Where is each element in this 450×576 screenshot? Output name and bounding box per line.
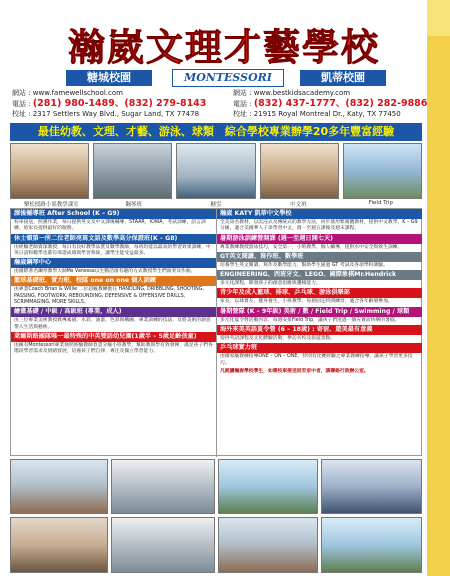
left-program-header: 萊爾斯路團隊唯一最特殊的中英雙語幼兒園(1歲半 – 5歲足齡孩童) — [11, 332, 216, 342]
left-program-description: 由三位專業美術教授教導素描、水彩、油畫、色彩與構圖、專業訓練的技法，及將美術的創意帶入生活與藝術。 — [14, 318, 211, 330]
photo-classroom — [10, 143, 89, 199]
right-program-header: ENGINEERING、西班牙文、LEGO、國際象棋Mr.Hendrick — [217, 270, 422, 280]
right-program-description: 多元化課程，開發孩子的創意思維與邏輯能力。 — [220, 281, 321, 287]
school-title: 瀚崴文理才藝學校 — [68, 25, 380, 69]
top-photo-strip — [10, 143, 422, 199]
left-program-description: 由專業Coach Brian & Willie 二位超級教練擔任 HANDLING, DRIBBLING, SHOOTING, PASSING, FOOTWORK, REBOUNDING, DEFENSIVE & OFFENSIVE DRILLS, SCRIMMAGING, MORE SKILLS。 — [14, 287, 204, 306]
program-listing — [10, 208, 422, 456]
campus-right-label: 凱蒂校園 — [300, 70, 386, 86]
left-program-header: 繪畫基礎 / 中級 / 高級班 (專業，成人) — [11, 307, 216, 317]
photo-gym — [111, 459, 215, 514]
left-program-header: 課後輔導班 After School (K – G9) — [11, 209, 216, 219]
right-program-description: 全美知名教材，以沉浸式及傳統式的教學方法，同步使用繁簡體教材，提供中文教學，K – G9 分級，適合美國華人子弟學習中文，週一至週五課後及週末課程。 — [220, 220, 418, 232]
side-stripe — [427, 0, 450, 576]
phone-right: (832) 437-1777、(832) 282-9886 — [253, 97, 428, 109]
left-program-header: 休士頓第一所二位老師亮寫文語及數學高分保證班(K – G8) — [11, 234, 216, 244]
phone-label-right: 電話 : — [233, 99, 252, 108]
photo-chinese-class — [260, 143, 339, 199]
footer-note: 凡就讀瀚崴學校學生，如需校車接送回至家中者，請聯絡行政辦公室。 — [220, 368, 369, 374]
right-program-description: 由國家級教練指導ONE – ON – ONE，特別有比賽經驗之專業教練指導，讓孩子學習更多技巧。 — [220, 354, 413, 366]
address-right: 校址 : 21915 Royal Montreal Dr., Katy, TX 77450 — [233, 110, 401, 118]
website-left: 網站 : www.famewellschool.com — [12, 89, 123, 97]
phone-row-right — [233, 99, 438, 110]
phone-left: (281) 980-1489、(832) 279-8143 — [32, 97, 207, 109]
caption-5: Field Trip — [368, 200, 393, 206]
right-program-description: 多元化夏令營活動內容，每週安排Field Trip，讓孩子們度過一個充實而快樂的暑假。 — [220, 317, 400, 323]
left-program-description: 校車接送，照護作業，每日提供英文及中文課後輔導，STAAR，IOWA，考試訓練，語言訓練，給家長提供最好的服務。 — [14, 220, 206, 232]
photo-dance-class — [10, 459, 108, 514]
photo-ping-pong — [218, 517, 318, 573]
right-program-description: 家長、以球會友，健身養生，小班教學，每週固定時間練習，適合各年齡層參加。 — [220, 299, 393, 305]
caption-1: 樂松授路小果教學課室 — [23, 202, 79, 208]
photo-drawing — [176, 143, 255, 199]
side-stripe-band — [427, 0, 450, 36]
photo-field-trip — [343, 143, 422, 199]
phone-label-left: 電話 : — [12, 99, 31, 108]
caption-2: 鋼琴班 — [125, 202, 142, 208]
photo-playground — [321, 517, 422, 573]
photo-school-buses — [321, 459, 422, 514]
right-program-description: 專業教練教授游泳技巧，安全第一，小班教學，個人輔導，提供水中安全與救生訓練。 — [220, 244, 403, 250]
right-program-column — [217, 209, 422, 457]
right-program-header: 青少年及成人籃球、排球、乒乓球、游泳俱樂部 — [217, 288, 422, 298]
photo-basketball-court — [111, 517, 215, 573]
photo-students-flag — [218, 459, 318, 514]
right-program-items — [217, 209, 422, 368]
montessori-badge: MONTESSORI — [172, 69, 284, 87]
photo-group-students — [10, 517, 108, 573]
right-program-header: 暑期游泳訓練營開課 (週一至週日開七天) — [217, 234, 422, 244]
photo-piano — [93, 143, 172, 199]
right-program-description: 提供英語課程及文化體驗活動，參訪名校及旅遊景點。 — [220, 336, 336, 342]
right-program-header: GT英文閱讀、寫作班、數學班 — [217, 252, 422, 262]
caption-3: 糖雲 — [210, 202, 222, 208]
left-program-column — [11, 209, 217, 457]
contact-right — [233, 88, 438, 120]
right-program-header: 暑期營隊 (K – 9年級) 美術 / 數 / Field Trip / Swimming / 球類 — [217, 307, 422, 317]
left-program-header: 籃球基礎班、實力班、校隊 one on one 個人訓練 — [11, 276, 216, 286]
left-program-description: 由經驗老師資深教授，每日有良好教學品質及數學教師，每班均能以最高的學習效果訓練，中英日語和數學也都有保證成績與學習系統，讓學生能受益最多。 — [14, 244, 211, 256]
right-program-header: 海外來美英語夏令營 (6 – 18歲) : 寄宿、遊美最有意義 — [217, 325, 422, 335]
phone-row-left — [12, 99, 217, 110]
slogan-banner: 最佳幼教、文理、才藝、游泳、球類 綜合學校專業辦學20多年豐富經驗 — [10, 123, 422, 141]
bottom-photo-grid — [10, 459, 422, 573]
left-program-description: 由擁有Montessori專業執照經驗教師負責分級小班教學，幫助教與學有效發揮，滿足孩子們各階段學習需求及情緒發展，培養孩子們自律、專注及獨立學習能力。 — [14, 342, 213, 355]
address-left: 校址 : 2317 Settlers Way Blvd., Sugar Land, TX 77478 — [12, 110, 200, 118]
website-right: 網站 : www.bestkidsacademy.com — [233, 89, 351, 97]
left-program-description: 由國際著名鋼琴教學大師Ms Vanessa以生動活潑有趣的方式教授學生們演奏及作曲。 — [14, 269, 196, 275]
campus-left-label: 糖城校園 — [66, 70, 152, 86]
right-program-header: 乒乓球實力班 — [217, 343, 422, 353]
right-program-description: 培養學生英文閱讀、寫作及數學能力，幫助學生通過 GT 考試及各項學科測驗。 — [220, 262, 388, 268]
left-program-header: 瀚崴鋼琴中心 — [11, 258, 216, 268]
right-program-header: 瀚崴 KATY 凱蒂中文學校 — [217, 209, 422, 219]
caption-4: 中文班 — [290, 202, 307, 208]
contact-left — [12, 88, 217, 120]
